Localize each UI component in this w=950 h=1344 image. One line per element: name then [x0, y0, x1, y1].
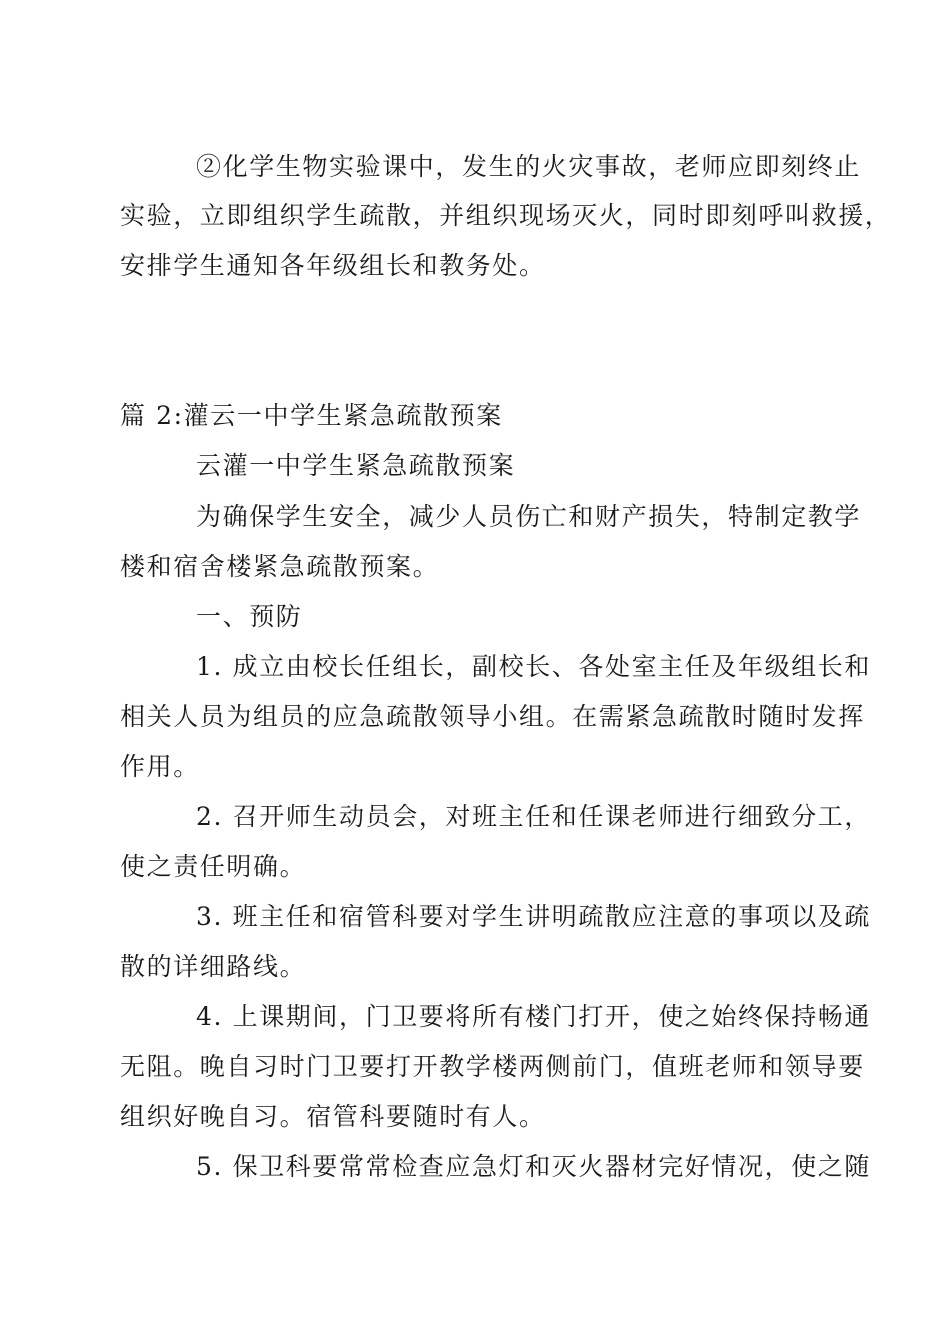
doc-title: 云灌一中学生紧急疏散预案 [196, 451, 516, 480]
item-3-line-2: 散的详细路线。 [120, 952, 307, 981]
item-2-line-2: 使之责任明确。 [120, 852, 307, 881]
item-2-line-1: 2. 召开师生动员会，对班主任和任课老师进行细致分工， [196, 802, 872, 831]
section-heading: 篇 2:灌云一中学生紧急疏散预案 [120, 401, 503, 430]
para-fire-lab-line-2: 实验，立即组织学生疏散，并组织现场灭火，同时即刻呼叫救援， [120, 201, 892, 230]
item-4-line-2: 无阻。晚自习时门卫要打开教学楼两侧前门，值班老师和领导要 [120, 1052, 865, 1081]
intro-line-2: 楼和宿舍楼紧急疏散预案。 [120, 552, 440, 581]
item-1-line-3: 作用。 [120, 752, 200, 781]
item-1-line-1: 1. 成立由校长任组长，副校长、各处室主任及年级组长和 [196, 652, 872, 681]
item-5-line-1: 5. 保卫科要常常检查应急灯和灭火器材完好情况，使之随 [196, 1152, 872, 1181]
para-fire-lab-line-3: 安排学生通知各年级组长和教务处。 [120, 251, 546, 280]
part-heading: 一、预防 [196, 602, 303, 631]
item-3-line-1: 3. 班主任和宿管科要对学生讲明疏散应注意的事项以及疏 [196, 902, 872, 931]
intro-line-1: 为确保学生安全，减少人员伤亡和财产损失，特制定教学 [196, 502, 862, 531]
para-fire-lab-line-1: ②化学生物实验课中，发生的火灾事故，老师应即刻终止 [196, 152, 862, 181]
item-4-line-1: 4. 上课期间，门卫要将所有楼门打开，使之始终保持畅通 [196, 1002, 872, 1031]
item-1-line-2: 相关人员为组员的应急疏散领导小组。在需紧急疏散时随时发挥 [120, 702, 865, 731]
item-4-line-3: 组织好晚自习。宿管科要随时有人。 [120, 1102, 546, 1131]
